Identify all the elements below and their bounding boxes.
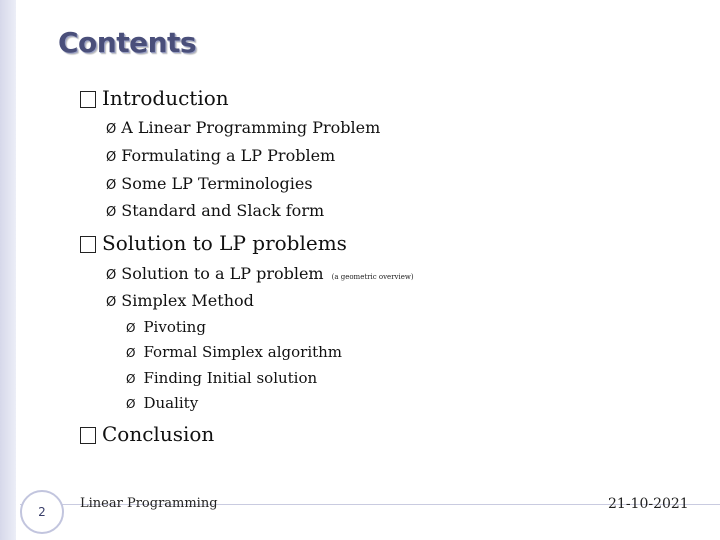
list-item [126, 394, 198, 412]
checkbox-bullet-icon [80, 91, 96, 108]
checkbox-bullet-icon [80, 236, 96, 253]
list-item [126, 369, 317, 387]
simplex-subitem-3: Finding Initial solution [143, 369, 318, 387]
arrow-bullet-icon: Ø [106, 150, 117, 165]
arrow-bullet-icon: Ø [126, 372, 136, 386]
arrow-bullet-icon: Ø [106, 205, 117, 220]
page-number-badge [20, 490, 64, 534]
arrow-bullet-icon: Ø [106, 178, 117, 193]
solution-note: (a geometric overview) [331, 273, 414, 281]
outline-solution [80, 231, 347, 255]
intro-item-4: Standard and Slack form [121, 201, 325, 220]
simplex-subitem-2: Formal Simplex algorithm [143, 343, 343, 361]
arrow-bullet-icon: Ø [126, 397, 136, 411]
outline-introduction [80, 86, 229, 110]
slide-title: Contents [58, 26, 197, 59]
list-item [106, 291, 254, 310]
intro-item-2: Formulating a LP Problem [121, 146, 336, 165]
intro-item-1: A Linear Programming Problem [121, 118, 381, 137]
list-item [126, 318, 206, 336]
arrow-bullet-icon: Ø [106, 122, 117, 137]
arrow-bullet-icon: Ø [126, 346, 136, 360]
list-item [126, 343, 342, 361]
list-item [106, 174, 313, 193]
list-item [106, 118, 380, 137]
footer-date: 21-10-2021 [608, 496, 689, 512]
arrow-bullet-icon: Ø [106, 268, 117, 283]
footer-title: Linear Programming [80, 496, 218, 511]
introduction-label: Introduction [102, 86, 229, 110]
outline-conclusion [80, 422, 214, 446]
arrow-bullet-icon: Ø [106, 295, 117, 310]
list-item [106, 146, 335, 165]
arrow-bullet-icon: Ø [126, 321, 136, 335]
conclusion-label: Conclusion [102, 422, 215, 446]
solution-item-1: Solution to a LP problem [121, 264, 324, 283]
checkbox-bullet-icon [80, 427, 96, 444]
slide-side-bar [0, 0, 16, 540]
page-number: 2 [38, 505, 46, 519]
list-item [106, 264, 414, 283]
simplex-subitem-1: Pivoting [143, 318, 206, 336]
simplex-subitem-4: Duality [143, 394, 199, 412]
solution-item-2: Simplex Method [121, 291, 254, 310]
intro-item-3: Some LP Terminologies [121, 174, 313, 193]
solution-label: Solution to LP problems [102, 231, 347, 255]
list-item [106, 201, 324, 220]
